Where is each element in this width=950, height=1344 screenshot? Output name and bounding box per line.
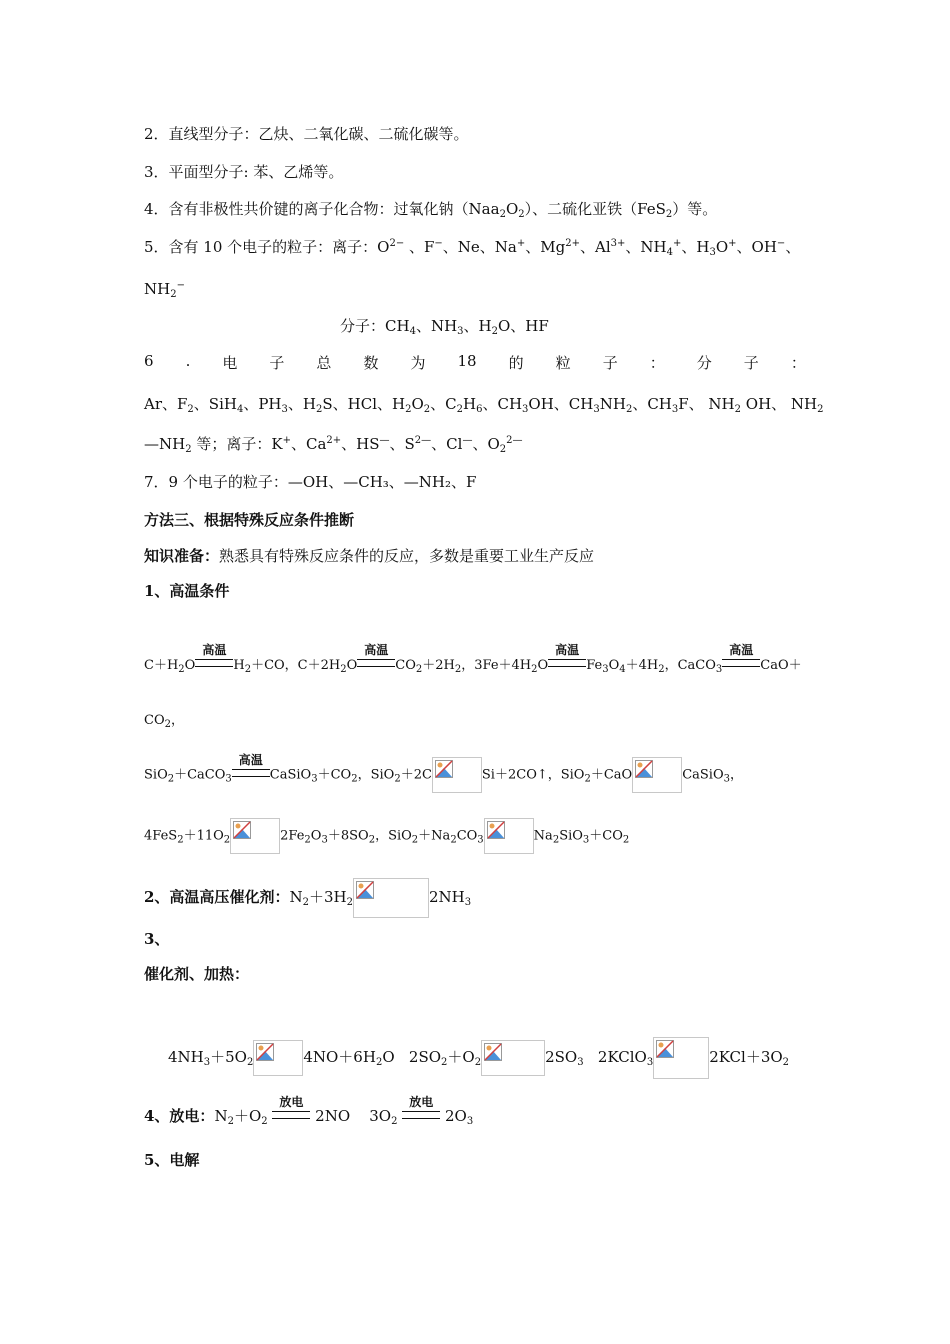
broken-image-icon bbox=[653, 1037, 709, 1079]
method-3-heading: 方法三、根据特殊反应条件推断 bbox=[144, 511, 355, 529]
broken-image-icon bbox=[632, 757, 682, 793]
line-7: 7．9 个电子的粒子：—OH、—CH₃、—NH₂、F bbox=[144, 473, 477, 491]
eq-high-temp-1-cont: $CO_2$， bbox=[144, 713, 184, 730]
line-3: 3．平面型分子: 苯、乙烯等。 bbox=[144, 163, 344, 181]
section-3-heading: 催化剂、加热： bbox=[144, 965, 250, 983]
line-5-cont: $NH_2^-$ bbox=[144, 280, 185, 300]
line-4: 4．含有非极性共价键的离子化合物：过氧化钠$(Naa_2O_2)$、二硫化亚铁（FeS$_2$）等。 bbox=[144, 200, 718, 220]
broken-image-icon bbox=[432, 757, 482, 793]
line-2: 2．直线型分子：乙炔、二氧化碳、二硫化碳等。 bbox=[144, 125, 469, 143]
section-1-heading: 1、高温条件 bbox=[144, 582, 230, 600]
line-6-ions: $—NH_2$ 等；离子：K+、$Ca^{2+}$、HS—、$S^{2—}$、Cl—、$O_2^{2—}$ bbox=[144, 435, 523, 455]
broken-image-icon bbox=[253, 1040, 303, 1076]
section-3-number: 3、 bbox=[144, 930, 170, 948]
line-6-molecules: Ar、$F_2$、SiH$_4$、$PH_3$、$H_2S$、HCl、$H_2O_2$、$C_2H_6$、$CH_3OH$、$CH_3NH_2$、$CH_3F$、 $NH_2$ OH、 $NH_2$ bbox=[144, 395, 824, 415]
broken-image-icon bbox=[353, 878, 429, 918]
broken-image-icon bbox=[484, 818, 534, 854]
eq-catalyst-heat: $4NH_3+5O_2$ $4NO+6H_2O$ $2SO_2+O_2$ $2SO_3$ 2KClO$_3$ $2KCl+3O_2$ bbox=[168, 1037, 789, 1079]
eq-high-temp-3: $4FeS_2+11O_2$ $2Fe_2O_3+8SO_2$，$SiO_2+Na_2CO_3$ $Na_2SiO_3+CO_2$ bbox=[144, 818, 629, 854]
broken-image-icon bbox=[230, 818, 280, 854]
line-5: 5．含有 10 个电子的粒子：离子：$O^{2-}$ 、F−、Ne、Na+、$Mg^{2+}$、$Al^{3+}$、$NH_4^+$、$H_3O^+$、OH−、 bbox=[144, 238, 801, 258]
eq-high-temp-1: $C+H_2O$ 高温 $H_2+CO$，$C+2H_2O$ 高温 $CO_2+2H_2$，$3Fe+4H_2O$ 高温 $Fe_3O_4+4H_2$，CaCO$_3$ 高温 CaO＋ bbox=[144, 643, 802, 675]
knowledge-prep: 知识准备：熟悉具有特殊反应条件的反应，多数是重要工业生产反应 bbox=[144, 547, 595, 565]
eq-high-temp-2: SiO$_2$＋CaCO$_3$ 高温 $CaSiO_3+CO_2$，SiO$_2$＋2C Si＋2CO↑，SiO$_2$＋CaO CaSiO$_3$， bbox=[144, 757, 743, 793]
section-5-heading: 5、电解 bbox=[144, 1151, 200, 1169]
section-2: 2、高温高压催化剂：$N_2+3H_2$ $2NH_3$ bbox=[144, 878, 471, 918]
section-4: 4、放电：$N_2+O_2$ 放电 2NO $3O_2$ 放电 $2O_3$ bbox=[144, 1095, 474, 1127]
broken-image-icon bbox=[481, 1040, 545, 1076]
line-6: 6 . 电 子 总 数 为 18 的 粒 子 ： 分 子 ： bbox=[144, 352, 806, 372]
line-5-molecules: 分子：$CH_4$、$NH_3$、$H_2O$、HF bbox=[340, 317, 549, 337]
